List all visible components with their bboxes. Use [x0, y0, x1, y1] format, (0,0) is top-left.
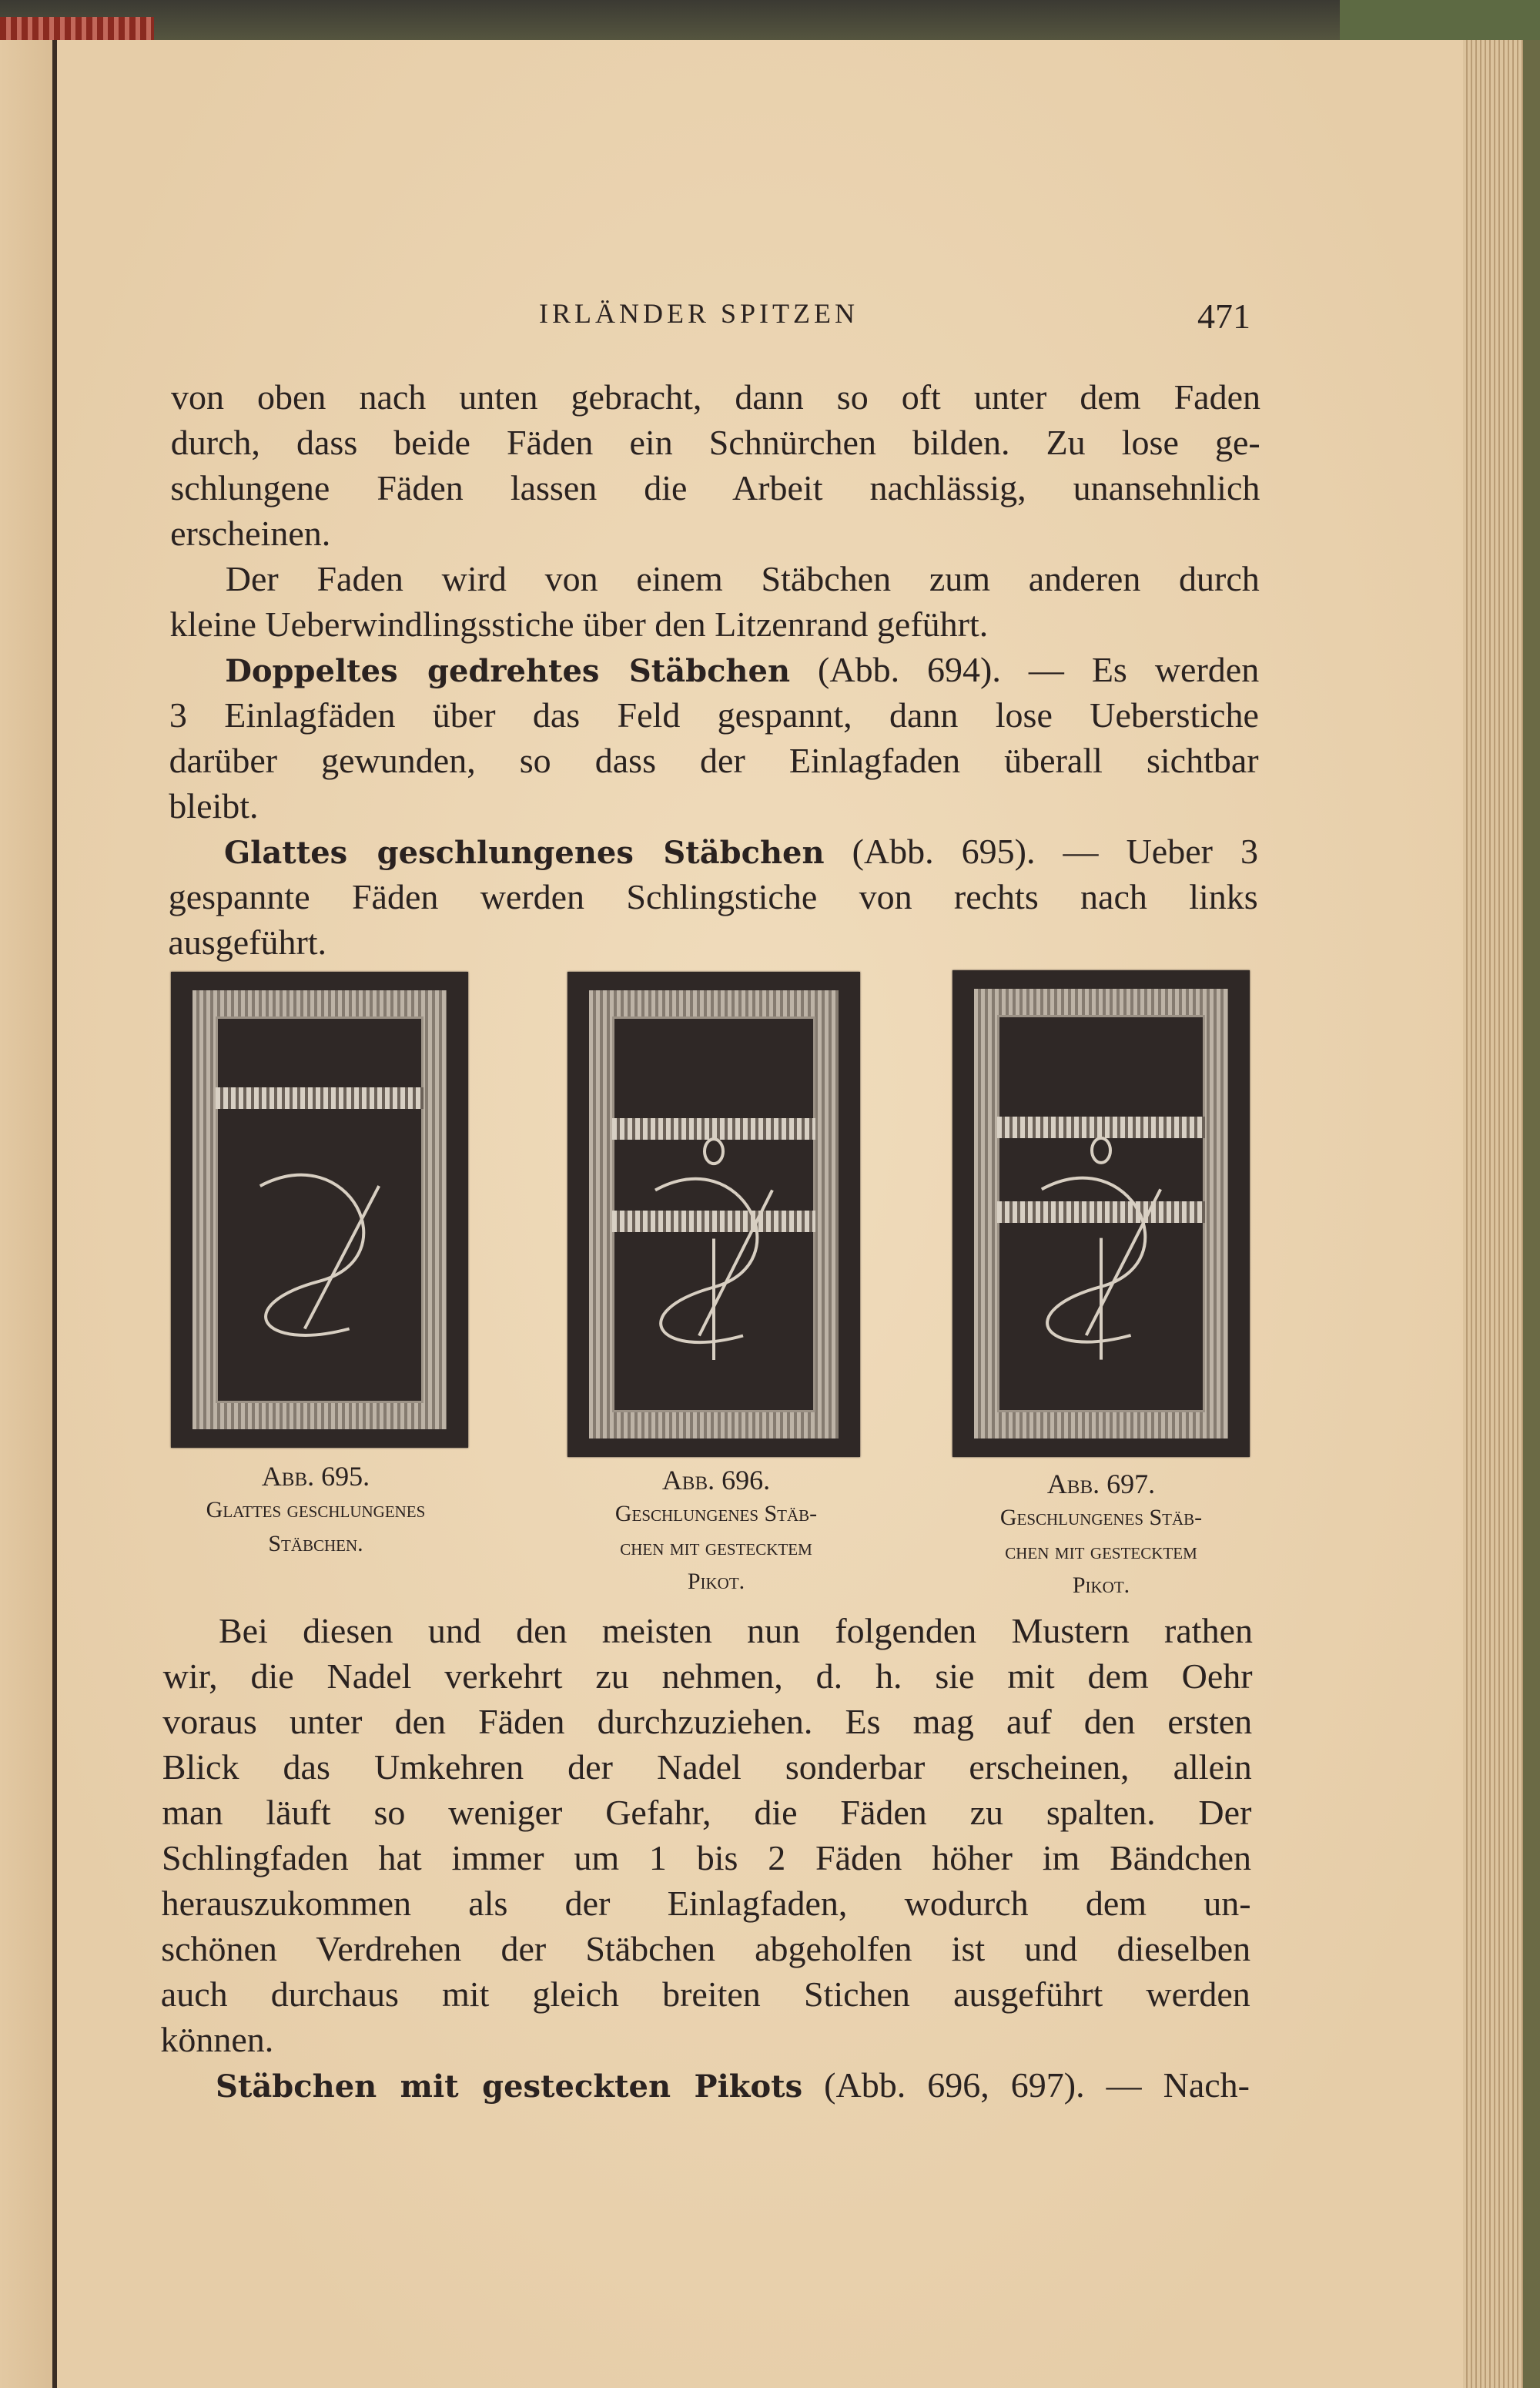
text-line: [169, 785, 1258, 828]
figure-caption: [531, 1463, 901, 1599]
text-run: schlungene Fäden lassen die Arbeit nachlässig, unansehnlich: [170, 468, 1260, 507]
text-line: [226, 558, 1260, 601]
text-line: [160, 2018, 1250, 2061]
text-run: ausgeführt.: [168, 923, 327, 962]
bold-run-in-heading: Doppeltes gedrehtes Stäbchen: [225, 653, 791, 689]
text-line: [225, 648, 1259, 692]
text-run: Schlingfaden hat immer um 1 bis 2 Fäden höher im Bändchen: [162, 1838, 1251, 1877]
running-header: IRLÄNDER SPITZEN: [539, 298, 859, 329]
bold-run-in-heading: Glattes geschlungenes Stäbchen: [224, 835, 825, 871]
page-number: 471: [1197, 296, 1250, 336]
figure-caption: [916, 1467, 1286, 1603]
text-line: [161, 1927, 1250, 1971]
lace-illustration: [567, 972, 860, 1457]
text-run: (Abb. 694). — Es werden: [790, 650, 1260, 689]
text-run: 3 Einlagfäden über das Feld gespannt, dann lose Ueberstiche: [169, 695, 1259, 735]
caption-line: Pikot.: [687, 1569, 745, 1594]
text-run: gespannte Fäden werden Schlingstiche von rechts nach links: [168, 877, 1258, 916]
text-line: [171, 376, 1260, 419]
text-run: Blick das Umkehren der Nadel sonderbar erscheinen, allein: [162, 1747, 1252, 1787]
cover-right-edge: [1523, 40, 1540, 2388]
text-run: von oben nach unten gebracht, dann so oft unter dem Faden: [171, 377, 1260, 417]
text-run: schönen Verdrehen der Stäbchen abgeholfen ist und dieselben: [161, 1929, 1251, 1968]
text-line: [170, 512, 1260, 555]
text-line: [162, 1882, 1251, 1925]
figure-number: Abb. 697.: [1046, 1469, 1156, 1499]
text-line: [163, 1655, 1253, 1698]
text-run: voraus unter den Fäden durchzuziehen. Es mag auf den ersten: [162, 1702, 1253, 1741]
text-line: [216, 2064, 1250, 2107]
text-line: [169, 739, 1259, 782]
text-line: [170, 467, 1260, 510]
caption-line: Geschlungenes Stäb-: [614, 1501, 818, 1526]
text-run: darüber gewunden, so dass der Einlagfaden überall sichtbar: [169, 741, 1259, 780]
text-line: [162, 1837, 1251, 1880]
text-line: [169, 694, 1259, 737]
text-run: (Abb. 696, 697). — Nach-: [802, 2065, 1250, 2105]
text-run: kleine Ueberwindlingsstiche über den Litzenrand geführt.: [169, 605, 989, 644]
bold-run-in-heading: Stäbchen mit gesteckten Pikots: [216, 2068, 803, 2105]
text-line: [169, 876, 1258, 919]
text-line: [224, 830, 1258, 873]
caption-line: chen mit gestecktem: [1005, 1539, 1197, 1564]
cover-edge: [1340, 0, 1540, 40]
text-run: durch, dass beide Fäden ein Schnürchen bilden. Zu lose ge-: [170, 423, 1260, 462]
text-line: [219, 1609, 1253, 1653]
text-run: man läuft so weniger Gefahr, die Fäden zu spalten. Der: [162, 1793, 1252, 1832]
text-run: können.: [160, 2020, 274, 2059]
top-binding-band: [0, 0, 1540, 40]
text-line: [170, 603, 1260, 646]
figure-number: Abb. 695.: [261, 1461, 370, 1492]
caption-line: Glattes geschlungenes: [206, 1497, 426, 1522]
left-gutter: [0, 40, 54, 2388]
figure-caption: [131, 1459, 500, 1561]
text-run: Der Faden wird von einem Stäbchen zum anderen durch: [225, 559, 1260, 598]
caption-line: Stäbchen.: [268, 1531, 363, 1556]
text-run: wir, die Nadel verkehrt zu nehmen, d. h. sie mit dem Oehr: [162, 1656, 1253, 1696]
text-line: [161, 1973, 1250, 2016]
text-run: Bei diesen und den meisten nun folgenden Mustern rathen: [219, 1611, 1253, 1650]
text-run: erscheinen.: [170, 514, 331, 553]
binding-edge: [0, 17, 154, 40]
text-run: herauszukommen als der Einlagfaden, wodurch dem un-: [161, 1884, 1251, 1923]
caption-line: Pikot.: [1072, 1572, 1130, 1598]
text-line: [171, 421, 1260, 464]
text-line: [162, 1791, 1251, 1834]
figure-number: Abb. 696.: [661, 1465, 771, 1495]
caption-line: Geschlungenes Stäb-: [999, 1505, 1203, 1530]
caption-line: chen mit gestecktem: [620, 1535, 812, 1560]
text-line: [162, 1746, 1252, 1789]
lace-illustration: [171, 972, 468, 1448]
lace-illustration: [952, 970, 1250, 1457]
text-run: bleibt.: [169, 786, 259, 826]
text-line: [162, 1700, 1252, 1743]
text-run: auch durchaus mit gleich breiten Stichen ausgeführt werden: [160, 1974, 1250, 2014]
text-run: (Abb. 695). — Ueber 3: [824, 832, 1259, 871]
text-line: [168, 921, 1257, 964]
